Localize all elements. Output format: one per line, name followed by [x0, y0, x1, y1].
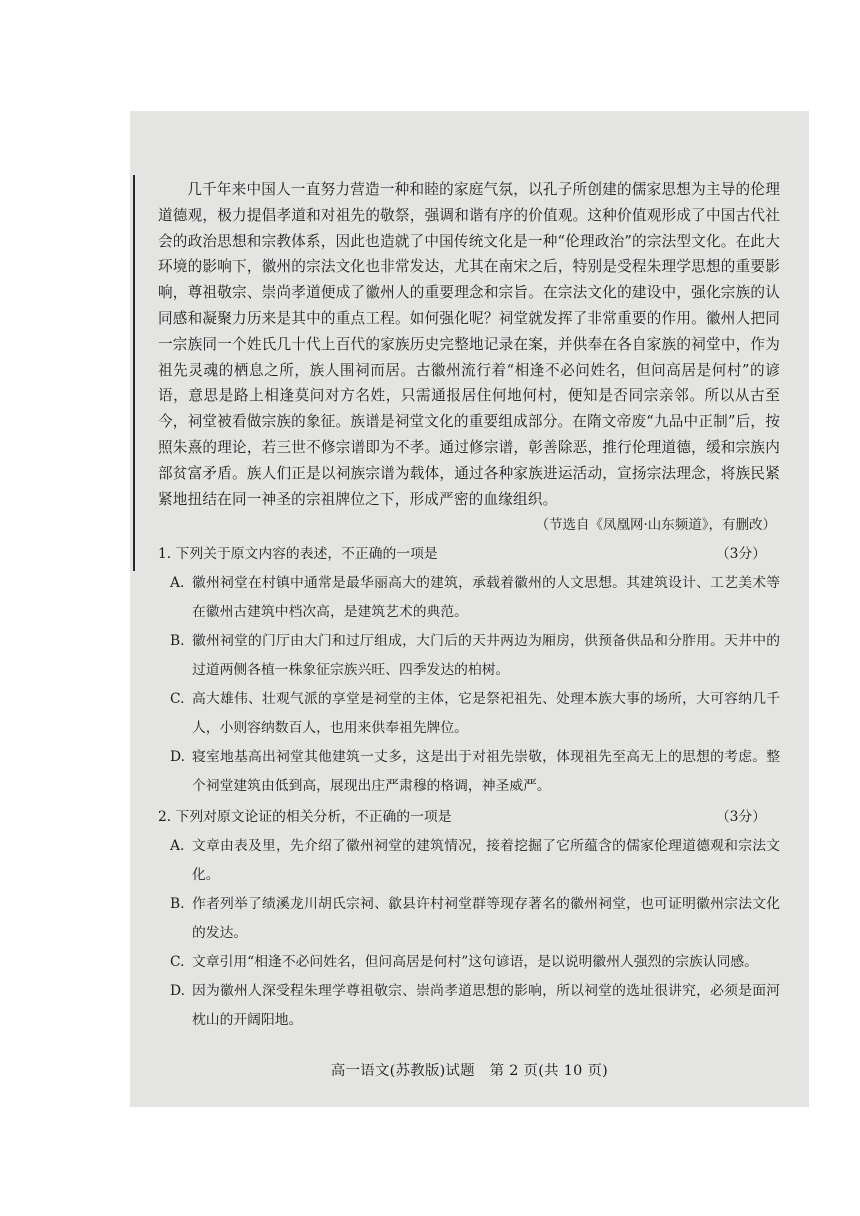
option-b	[158, 627, 780, 685]
option-letter: C.	[170, 691, 185, 708]
question-stem	[158, 540, 780, 569]
option-text: 因为徽州人深受程朱理学尊祖敬宗、崇尚孝道思想的影响，所以祠堂的选址很讲究，必须是面河枕山的开阔阳地。	[192, 983, 780, 1029]
option-letter: C.	[170, 954, 185, 971]
question-stem	[158, 803, 780, 832]
option-b	[158, 890, 780, 948]
option-c	[158, 948, 780, 977]
option-text: 徽州祠堂的门厅由大门和过厅组成，大门后的天井两边为厢房，供预备供品和分胙用。天井中的过道两侧各植一株象征宗族兴旺、四季发达的柏树。	[192, 633, 780, 679]
option-a	[158, 832, 780, 890]
page-content	[158, 177, 780, 1035]
question-text: 2. 下列对原文论证的相关分析，不正确的一项是	[158, 809, 452, 826]
option-d	[158, 743, 780, 801]
exam-page	[130, 111, 809, 1107]
passage-source: （节选自《凤凰网·山东频道》，有删改）	[535, 517, 776, 534]
option-text: 高大雄伟、壮观气派的享堂是祠堂的主体，它是祭祀祖先、处理本族大事的场所，大可容纳几千人，小则容纳数百人，也用来供奉祖先牌位。	[192, 691, 780, 737]
option-d	[158, 977, 780, 1035]
question-points: （3分）	[715, 809, 766, 826]
question-text: 1. 下列关于原文内容的表述，不正确的一项是	[158, 546, 438, 563]
question-1	[158, 540, 780, 801]
option-letter: D.	[170, 983, 185, 1000]
option-letter: D.	[170, 749, 185, 766]
option-letter: B.	[170, 633, 185, 650]
option-letter: A.	[170, 838, 185, 855]
reading-passage: 几千年来中国人一直努力营造一种和睦的家庭气氛，以孔子所创建的儒家思想为主导的伦理道德观，极力提倡孝道和对祖先的敬祭，强调和谐有序的价值观。这种价值观形成了中国古代社会的政治思想和宗教体系，因此也造就了中国传统文化是一种“伦理政治”的宗法型文化。在此大环境的影响下，徽州的宗法文化也非常发达，尤其在南宋之后，特别是受程朱理学思想的重要影响，尊祖敬宗、崇尚孝道便成了徽州人的重要理念和宗旨。在宗法文化的建设中，强化宗族的认同感和凝聚力历来是其中的重点工程。如何强化呢？祠堂就发挥了非常重要的作用。徽州人把同一宗族同一个姓氏几十代上百代的家族历史完整地记录在案，并供奉在各自家族的祠堂中，作为祖先灵魂的栖息之所，族人围祠而居。古徽州流行着“相逢不必问姓名，但问高居是何村”的谚语，意思是路上相逢莫问对方名姓，只需通报居住何地何村，便知是否同宗亲邻。所以从古至今，祠堂被看做宗族的象征。族谱是祠堂文化的重要组成部分。在隋文帝废“九品中正制”后，按照朱熹的理论，若三世不修宗谱即为不孝。通过修宗谱，彰善除恶，推行伦理道德，缓和宗族内部贫富矛盾。族人们正是以祠族宗谱为载体，通过各种家族进运活动，宣扬宗法理念，将族民紧紧地扭结在同一神圣的宗祖牌位之下，形成严密的血缘组织。	[158, 181, 780, 508]
option-text: 文章由表及里，先介绍了徽州祠堂的建筑情况，接着挖掘了它所蕴含的儒家伦理道德观和宗法文化。	[192, 838, 780, 884]
option-text: 作者列举了绩溪龙川胡氏宗祠、歙县许村祠堂群等现存著名的徽州祠堂，也可证明徽州宗法文化的发达。	[192, 896, 780, 942]
question-2	[158, 803, 780, 1035]
page-footer: 高一语文(苏教版)试题 第 2 页(共 10 页)	[330, 1063, 609, 1079]
option-letter: A.	[170, 575, 185, 592]
question-points: （3分）	[715, 546, 766, 563]
passage-margin-line	[133, 175, 135, 571]
option-text: 徽州祠堂在村镇中通常是最华丽高大的建筑，承载着徽州的人文思想。其建筑设计、工艺美术等在徽州古建筑中档次高，是建筑艺术的典范。	[192, 575, 780, 621]
option-letter: B.	[170, 896, 185, 913]
option-text: 寝室地基高出祠堂其他建筑一丈多，这是出于对祖先崇敬，体现祖先至高无上的思想的考虑。整个祠堂建筑由低到高，展现出庄严肃穆的格调，神圣威严。	[192, 749, 780, 795]
option-text: 文章引用“相逢不必问姓名，但问高居是何村”这句谚语，是以说明徽州人强烈的宗族认同感。	[192, 954, 758, 971]
option-a	[158, 569, 780, 627]
option-c	[158, 685, 780, 743]
